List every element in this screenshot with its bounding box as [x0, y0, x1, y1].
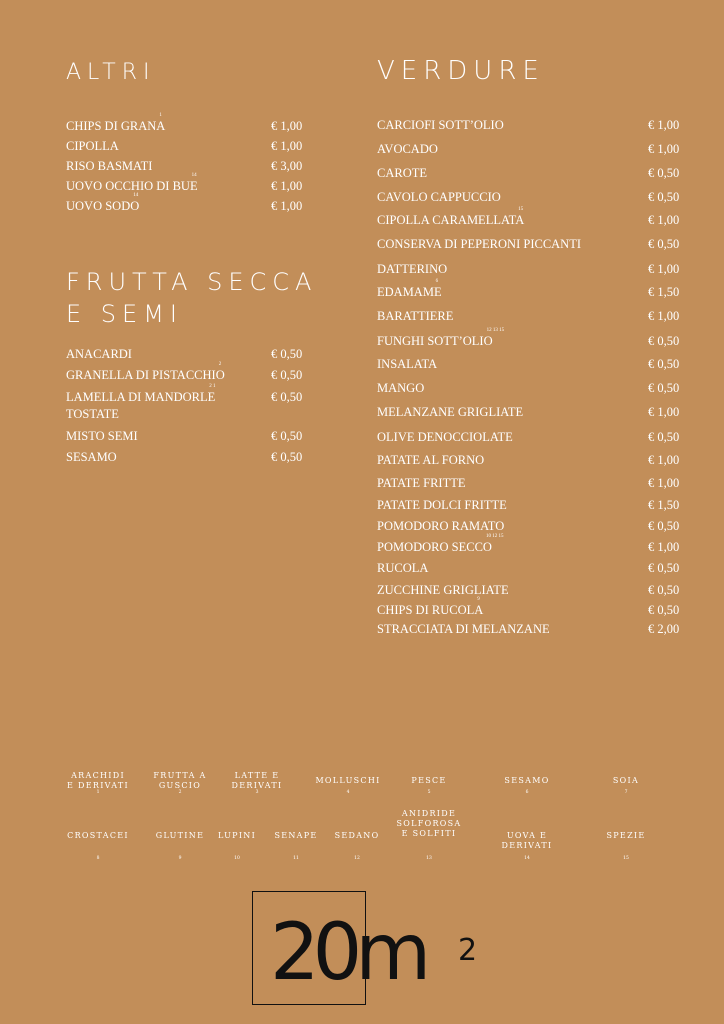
allergen-superscript: 2	[218, 362, 222, 367]
menu-item-name: CIPOLLA CARAMELLATA	[377, 213, 525, 227]
allergen-label: UOVA E DERIVATI	[501, 831, 553, 850]
menu-item-price: € 0,50	[648, 190, 680, 204]
section-heading-altri: ALTRI	[66, 60, 156, 85]
menu-item-price: € 1,00	[648, 142, 680, 156]
menu-item-price: € 0,50	[648, 583, 680, 597]
allergen-superscript: 9	[477, 597, 480, 602]
allergen-number: 12	[354, 856, 360, 861]
menu-item-name: MANGO	[377, 381, 425, 395]
menu-item-price: € 1,00	[648, 405, 680, 419]
allergen-label: FRUTTA A GUSCIO	[153, 771, 207, 790]
menu-item-name: STRACCIATA DI MELANZANE	[377, 622, 550, 636]
menu-item-price: € 1,00	[271, 179, 303, 193]
menu-item-price: € 0,50	[271, 347, 303, 361]
allergen-number: 13	[426, 856, 432, 861]
allergen-label: SENAPE	[274, 831, 318, 840]
allergen-label: SPEZIE	[606, 831, 646, 840]
menu-item-name: SESAMO	[66, 450, 117, 464]
menu-item-name: CAROTE	[377, 166, 427, 180]
menu-item-price: € 1,00	[271, 139, 303, 153]
allergen-label: ANIDRIDE SOLFOROSA E SOLFITI	[396, 809, 462, 838]
allergen-label: LUPINI	[217, 831, 257, 840]
menu-item-price: € 1,50	[648, 285, 680, 299]
menu-item-price: € 1,00	[648, 309, 680, 323]
allergen-number: 14	[524, 856, 530, 861]
menu-item-price: € 0,50	[648, 334, 680, 348]
menu-item-price: € 0,50	[271, 368, 303, 382]
menu-item-name: OLIVE DENOCCIOLATE	[377, 430, 513, 444]
logo-superscript: 2	[458, 933, 478, 968]
menu-item-price: € 1,50	[648, 498, 680, 512]
menu-item-price: € 0,50	[271, 390, 303, 404]
allergen-label: LATTE E DERIVATI	[231, 771, 283, 790]
allergen-number: 2	[178, 790, 182, 795]
menu-item-price: € 2,00	[648, 622, 680, 636]
menu-item-name: FUNGHI SOTT’OLIO	[377, 334, 493, 348]
allergen-number: 5	[427, 790, 431, 795]
menu-item-price: € 0,50	[271, 429, 303, 443]
menu-item-name: RISO BASMATI	[66, 159, 153, 173]
menu-item-name: CIPOLLA	[66, 139, 119, 153]
menu-item-name: MELANZANE GRIGLIATE	[377, 405, 524, 419]
allergen-number: 11	[293, 856, 299, 861]
menu-item-name: AVOCADO	[377, 142, 438, 156]
section-heading-frutta-line1: FRUTTA SECCA	[66, 268, 318, 296]
menu-item-price: € 0,50	[648, 357, 680, 371]
allergen-label: SEDANO	[334, 831, 380, 840]
menu-item-name: CAVOLO CAPPUCCIO	[377, 190, 501, 204]
allergen-number: 1	[96, 790, 100, 795]
menu-item-name: CHIPS DI RUCOLA	[377, 603, 484, 617]
allergen-number: 7	[624, 790, 628, 795]
menu-item-price: € 0,50	[648, 561, 680, 575]
menu-item-name: ZUCCHINE GRIGLIATE	[377, 583, 509, 597]
menu-item-name: GRANELLA DI PISTACCHIO	[66, 368, 225, 382]
menu-item-name: BARATTIERE	[377, 309, 454, 323]
menu-item-name: ANACARDI	[66, 347, 132, 361]
menu-item-price: € 1,00	[648, 213, 680, 227]
menu-item-name: EDAMAME	[377, 285, 442, 299]
allergen-number: 9	[178, 856, 182, 861]
menu-item-name: INSALATA	[377, 357, 438, 371]
menu-item-name: PATATE DOLCI FRITTE	[377, 498, 507, 512]
menu-item-price: € 3,00	[271, 159, 303, 173]
menu-item-price: € 0,50	[648, 603, 680, 617]
allergen-label: GLUTINE	[155, 831, 205, 840]
menu-item-price: € 1,00	[271, 199, 303, 213]
section-heading-verdure: VERDURE	[377, 56, 545, 86]
menu-item-name: DATTERINO	[377, 262, 448, 276]
menu-item-price: € 0,50	[648, 381, 680, 395]
menu-item-price: € 1,00	[648, 453, 680, 467]
allergen-superscript: 1	[159, 113, 162, 118]
menu-item-price: € 1,00	[648, 118, 680, 132]
allergen-number: 10	[234, 856, 240, 861]
menu-item-name: CHIPS DI GRANA	[66, 119, 166, 133]
menu-item-price: € 0,50	[648, 430, 680, 444]
menu-item-name: MISTO SEMI	[66, 429, 138, 443]
menu-item-name: CONSERVA DI PEPERONI PICCANTI	[377, 237, 582, 251]
allergen-label: MOLLUSCHI	[315, 776, 381, 785]
menu-item-price: € 1,00	[648, 476, 680, 490]
menu-item-name: POMODORO SECCO	[377, 540, 492, 554]
menu-item-name: UOVO SODO	[66, 199, 140, 213]
allergen-label: ARACHIDI E DERIVATI	[67, 771, 129, 790]
logo-text: 20m	[270, 908, 425, 998]
allergen-superscript: 15	[518, 207, 524, 212]
menu-item-price: € 1,00	[648, 540, 680, 554]
menu-item-price: € 0,50	[648, 166, 680, 180]
allergen-superscript: 14	[191, 173, 197, 178]
allergen-superscript: 2 1	[209, 384, 216, 389]
allergen-superscript: 14	[133, 193, 139, 198]
allergen-superscript: 12 13 15	[486, 328, 505, 333]
section-heading-frutta-line2: E SEMI	[66, 300, 183, 328]
allergen-number: 8	[96, 856, 100, 861]
allergen-label: SOIA	[612, 776, 640, 785]
menu-item-name: CARCIOFI SOTT’OLIO	[377, 118, 504, 132]
allergen-label: SESAMO	[504, 776, 550, 785]
menu-item-name: RUCOLA	[377, 561, 429, 575]
allergen-number: 3	[255, 790, 259, 795]
allergen-number: 15	[623, 856, 629, 861]
allergen-superscript: 10 12 15	[485, 534, 504, 539]
menu-item-name: UOVO OCCHIO DI BUE	[66, 179, 198, 193]
allergen-superscript: 6	[435, 279, 439, 284]
menu-item-name-continued: TOSTATE	[66, 407, 119, 421]
menu-item-name: PATATE AL FORNO	[377, 453, 485, 467]
menu-item-name: PATATE FRITTE	[377, 476, 466, 490]
menu-item-price: € 1,00	[271, 119, 303, 133]
menu-item-name: POMODORO RAMATO	[377, 519, 505, 533]
menu-item-price: € 0,50	[648, 237, 680, 251]
allergen-number: 4	[346, 790, 350, 795]
menu-item-price: € 0,50	[271, 450, 303, 464]
menu-item-name: LAMELLA DI MANDORLE	[66, 390, 216, 404]
menu-item-price: € 0,50	[648, 519, 680, 533]
allergen-number: 6	[525, 790, 529, 795]
allergen-label: CROSTACEI	[67, 831, 129, 840]
allergen-label: PESCE	[411, 776, 447, 785]
menu-item-price: € 1,00	[648, 262, 680, 276]
